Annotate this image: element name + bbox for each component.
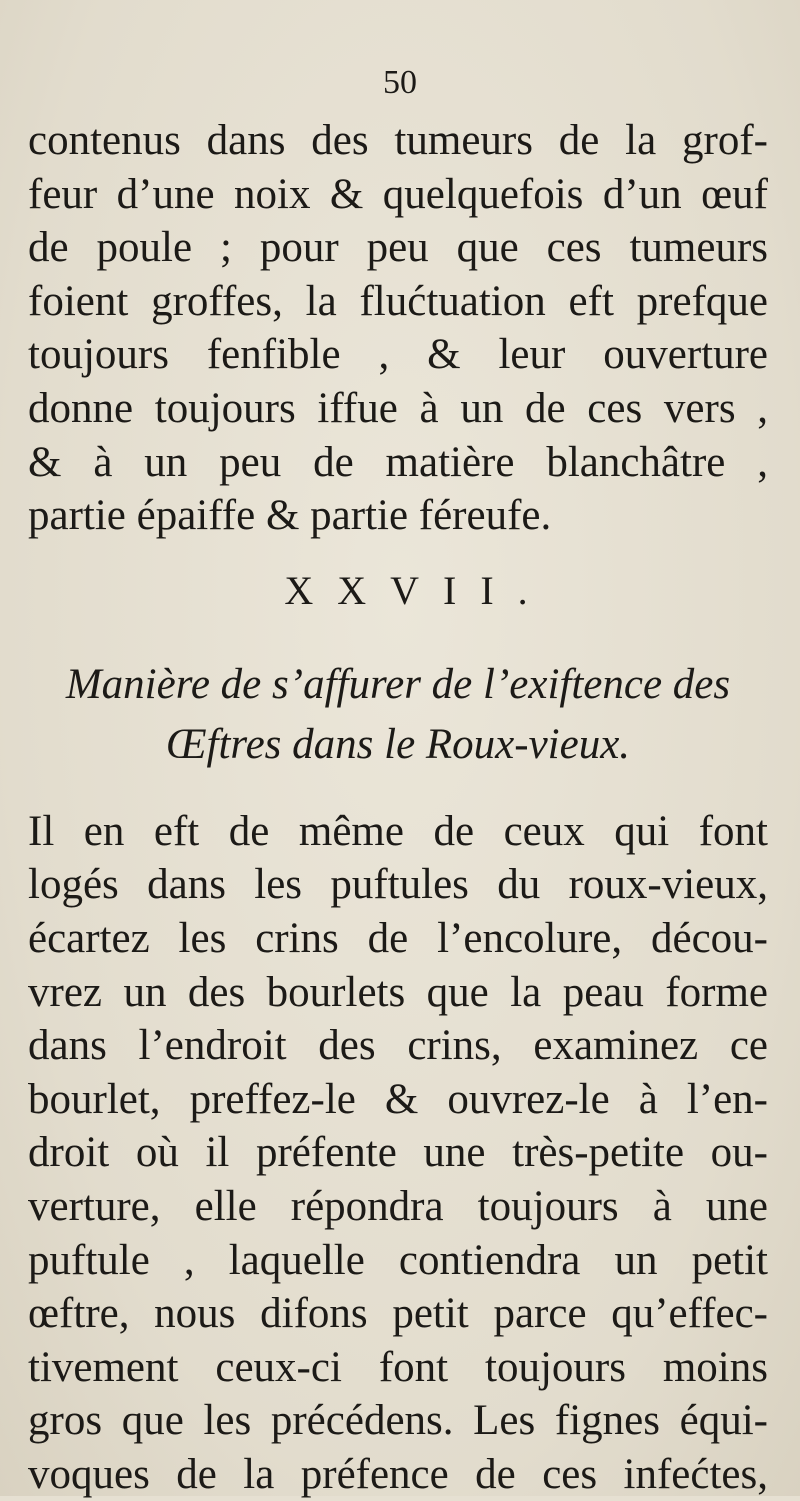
text-line: & à un peu de matière blanchâtre , [28, 438, 768, 486]
text-line: de poule ; pour peu que ces tumeurs [28, 224, 768, 272]
text-line: toujours fenfible , & leur ouverture [28, 331, 768, 379]
text-line: vrez un des bourlets que la peau forme [28, 968, 768, 1016]
text-line: feur d’une noix & quelquefois d’un œuf [28, 170, 768, 218]
text-line: bourlet, preffez-le & ouvrez-le à l’en- [28, 1075, 768, 1123]
text-line: verture, elle répondra toujours à une [28, 1182, 768, 1230]
section-title-line: Œftres dans le Roux-vieux. [165, 720, 631, 768]
text-line: puftule , laquelle contiendra un petit [28, 1236, 768, 1284]
text-line: voques de la préfence de ces infećtes, [28, 1450, 768, 1498]
page-number: 50 [383, 64, 417, 101]
section-title [28, 655, 768, 775]
text-line: tivement ceux-ci font toujours moins [28, 1343, 768, 1391]
section-number: XXVII. [284, 567, 552, 613]
text-line: contenus dans des tumeurs de la grof- [28, 117, 768, 164]
section-title-line: Manière de s’affurer de l’exiftence des [65, 660, 731, 708]
continuation-paragraph [28, 114, 768, 543]
body-paragraph [28, 805, 768, 1501]
text-line: droit où il préfente une très-petite ou- [28, 1129, 768, 1177]
text-line: gros que les précédens. Les fignes équi- [28, 1397, 768, 1445]
text-line: dans l’endroit des crins, examinez ce [28, 1022, 768, 1070]
text-line: partie épaiffe & partie féreufe. [28, 492, 552, 540]
text-line: donne toujours iffue à un de ces vers , [28, 384, 768, 432]
text-line: œftre, nous difons petit parce qu’effec- [28, 1290, 768, 1338]
text-line: logés dans les puftules du roux-vieux, [28, 861, 768, 909]
text-line: Il en eft de même de ceux qui font [28, 807, 768, 855]
text-line: écartez les crins de l’encolure, décou- [28, 914, 768, 962]
text-line: foient groffes, la flućtuation eft prefque [28, 277, 768, 325]
